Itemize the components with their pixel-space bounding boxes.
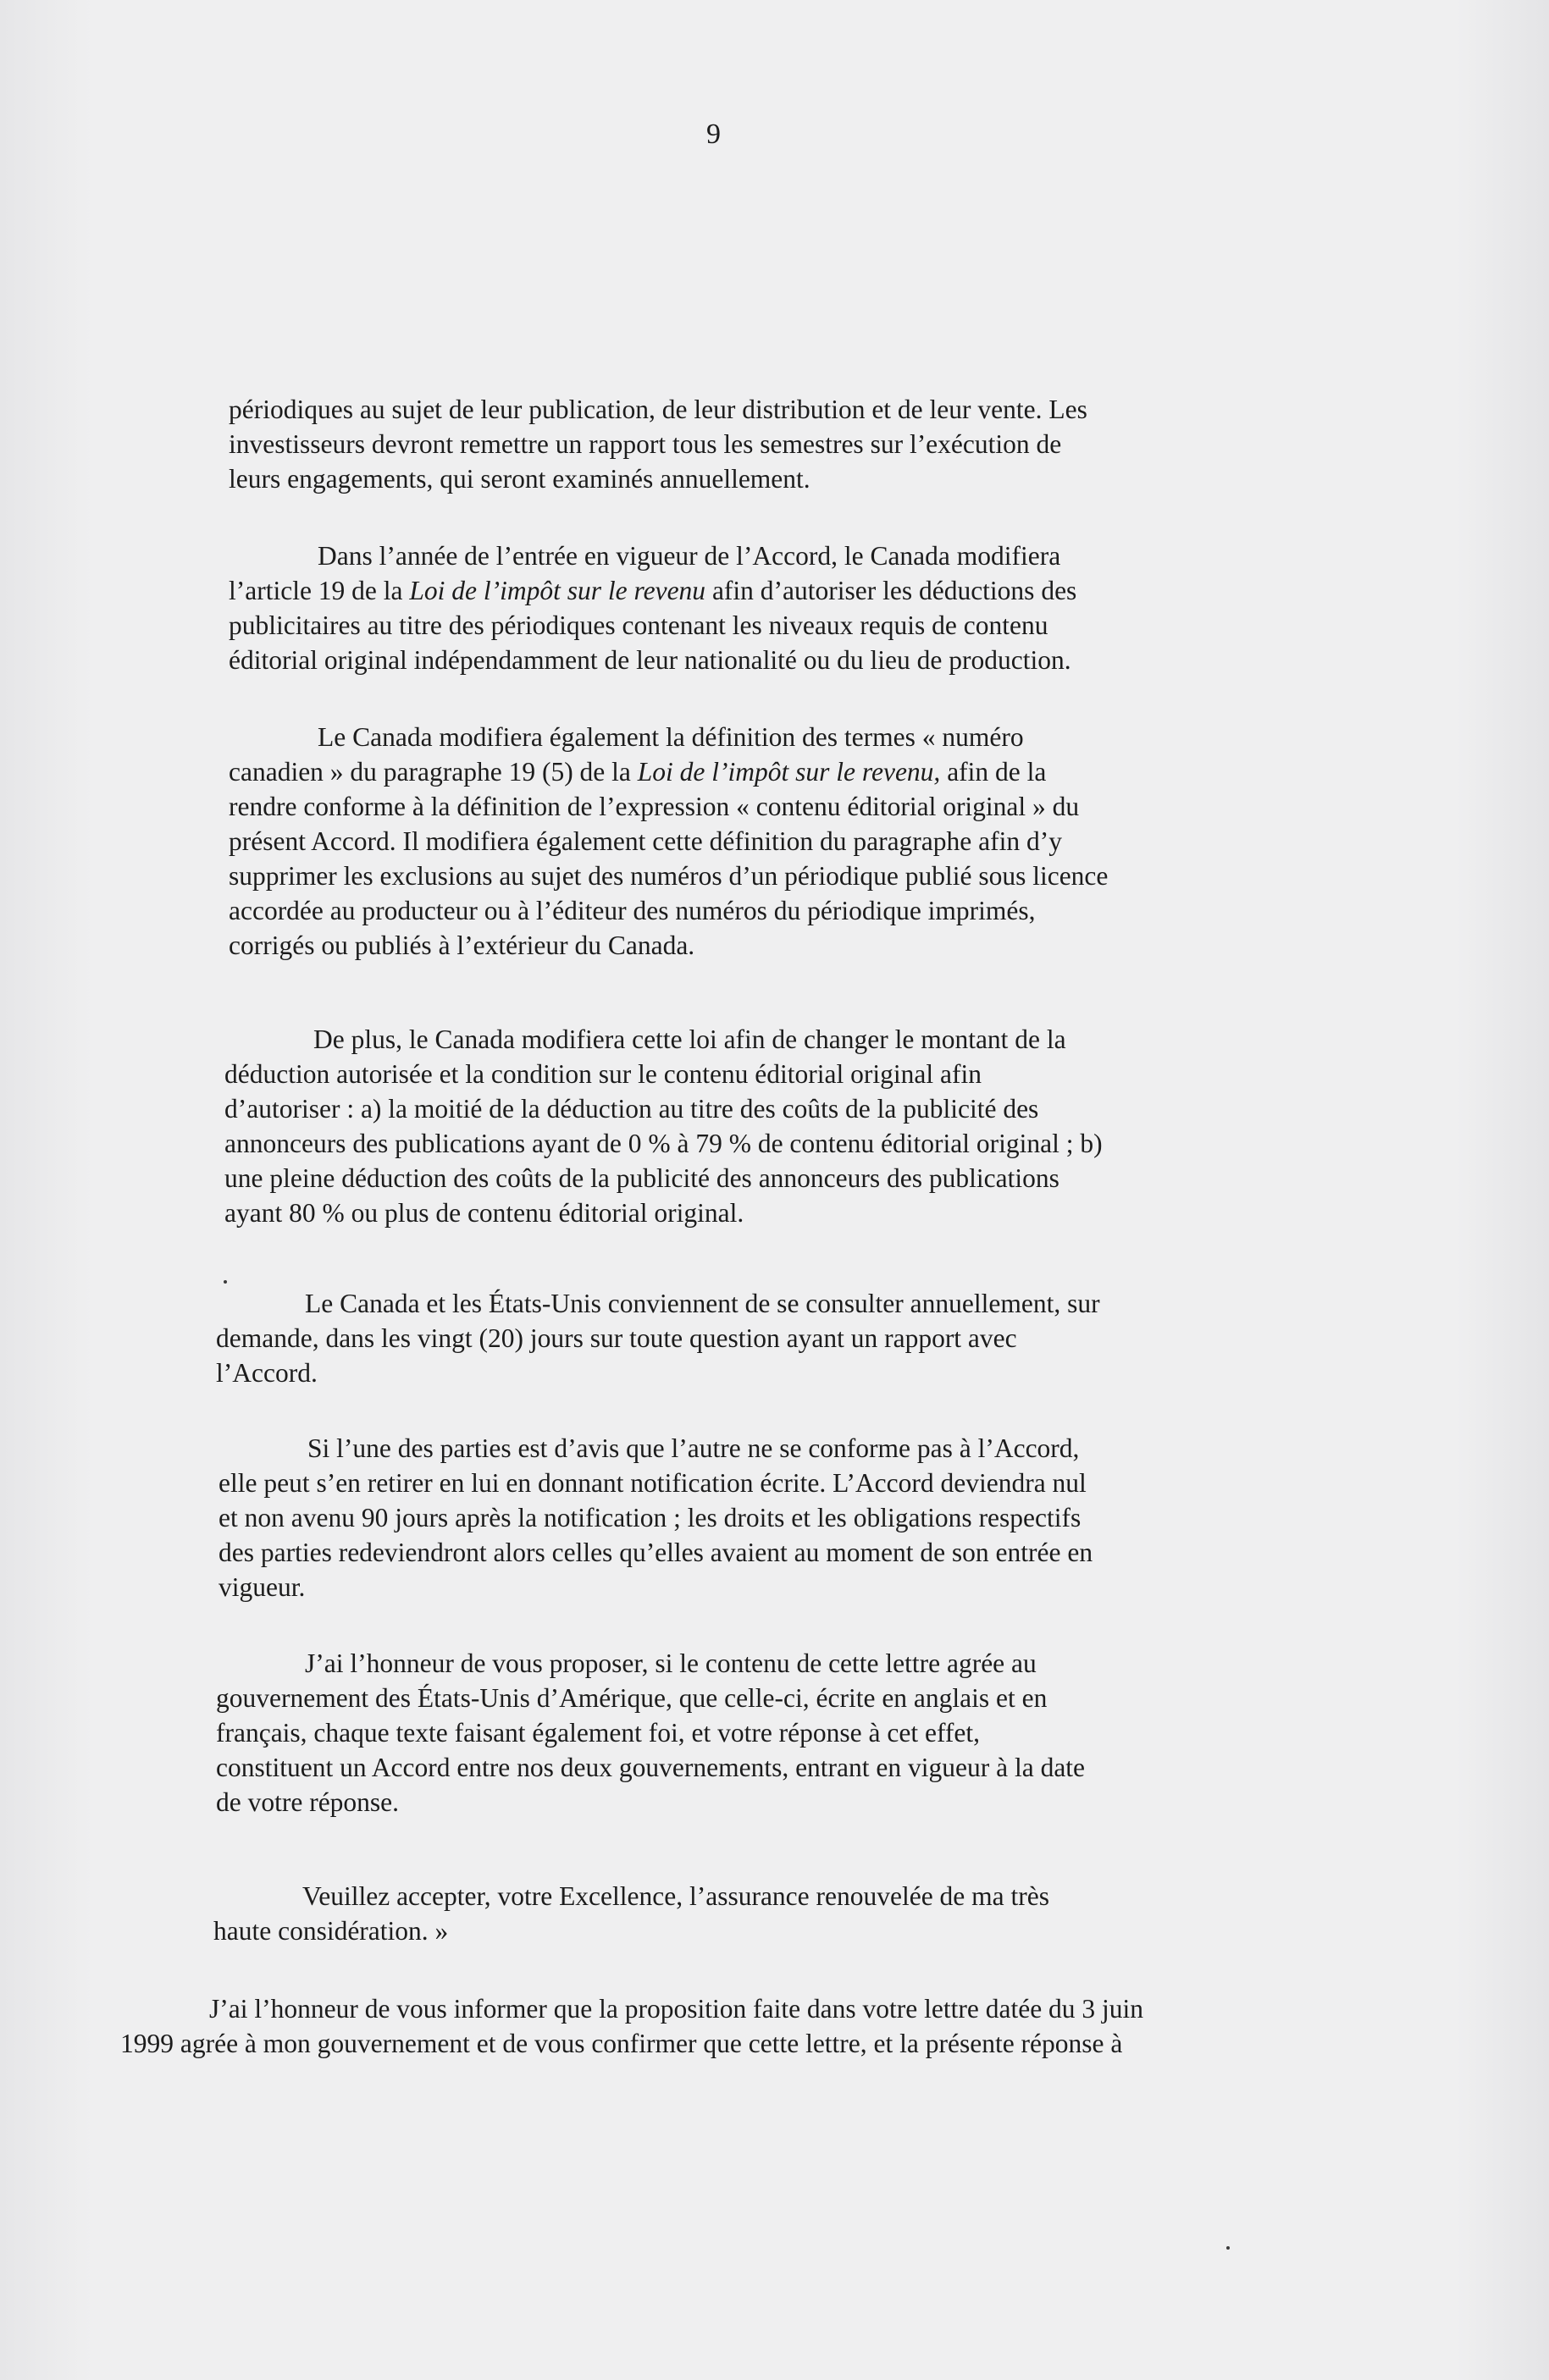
text-line: 1999 agrée à mon gouvernement et de vous confirmer que cette lettre, et la présente réponse à — [120, 2029, 1123, 2058]
scan-speck — [1226, 2246, 1230, 2250]
text-line: leurs engagements, qui seront examinés annuellement. — [229, 464, 810, 494]
text-line: corrigés ou publiés à l’extérieur du Canada. — [229, 930, 695, 960]
text-line: l’Accord. — [216, 1358, 318, 1388]
paragraph-6 — [219, 1431, 1093, 1604]
text-line: éditorial original indépendamment de leur nationalité ou du lieu de production. — [229, 645, 1071, 675]
text-line: J’ai l’honneur de vous proposer, si le contenu de cette lettre agrée au — [305, 1648, 1037, 1678]
text-line: investisseurs devront remettre un rapport tous les semestres sur l’exécution de — [229, 429, 1062, 459]
text-line: De plus, le Canada modifiera cette loi afin de changer le montant de la — [313, 1024, 1066, 1054]
text-run: afin de la — [940, 757, 1047, 787]
text-line: et non avenu 90 jours après la notification ; les droits et les obligations respectifs — [219, 1503, 1082, 1532]
text-line: présent Accord. Il modifiera également cette définition du paragraphe afin d’y — [229, 826, 1062, 856]
text-line: Le Canada et les États-Unis conviennent de se consulter annuellement, sur — [305, 1289, 1100, 1318]
text-line: J’ai l’honneur de vous informer que la proposition faite dans votre lettre datée du 3 juin — [209, 1994, 1144, 2024]
text-line: Veuillez accepter, votre Excellence, l’assurance renouvelée de ma très — [302, 1881, 1049, 1911]
text-line: accordée au producteur ou à l’éditeur des numéros du périodique imprimés, — [229, 896, 1036, 925]
text-run: canadien » du paragraphe 19 (5) de la — [229, 757, 638, 787]
paragraph-2 — [229, 538, 1076, 677]
text-line: elle peut s’en retirer en lui en donnant notification écrite. L’Accord deviendra nul — [219, 1468, 1087, 1498]
paragraph-7 — [216, 1646, 1085, 1820]
text-line: demande, dans les vingt (20) jours sur toute question ayant un rapport avec — [216, 1323, 1017, 1353]
text-line: gouvernement des États-Unis d’Amérique, que celle-ci, écrite en anglais et en — [216, 1683, 1048, 1713]
text-line: des parties redeviendront alors celles qu’elles avaient au moment de son entrée en — [219, 1538, 1093, 1567]
text-line: périodiques au sujet de leur publication, de leur distribution et de leur vente. Les — [229, 395, 1087, 424]
text-line: haute considération. » — [213, 1916, 449, 1946]
text-line: publicitaires au titre des périodiques contenant les niveaux requis de contenu — [229, 610, 1048, 640]
text-line: Dans l’année de l’entrée en vigueur de l’Accord, le Canada modifiera — [318, 541, 1061, 571]
text-line: français, chaque texte faisant également foi, et votre réponse à cet effet, — [216, 1718, 980, 1748]
paragraph-3 — [229, 720, 1108, 963]
page-number: 9 — [706, 119, 721, 150]
text-line: une pleine déduction des coûts de la publicité des annonceurs des publications — [224, 1163, 1059, 1193]
paragraph-9 — [120, 1991, 1143, 2061]
text-line: annonceurs des publications ayant de 0 % à 79 % de contenu éditorial original ; b) — [224, 1129, 1103, 1158]
law-title: Loi de l’impôt sur le revenu — [409, 576, 706, 605]
text-line: rendre conforme à la définition de l’expression « contenu éditorial original » du — [229, 792, 1080, 821]
text-line — [229, 754, 1108, 789]
law-title: Loi de l’impôt sur le revenu, — [637, 757, 941, 787]
text-line: supprimer les exclusions au sujet des numéros d’un périodique publié sous licence — [229, 861, 1109, 891]
text-line: Si l’une des parties est d’avis que l’autre ne se conforme pas à l’Accord, — [307, 1433, 1080, 1463]
text-run: afin d’autoriser les déductions des — [705, 576, 1077, 605]
text-line: vigueur. — [219, 1572, 306, 1602]
paragraph-4 — [224, 1022, 1103, 1230]
text-line: d’autoriser : a) la moitié de la déduction au titre des coûts de la publicité des — [224, 1094, 1039, 1124]
text-line — [229, 573, 1076, 608]
scan-speck — [224, 1280, 227, 1284]
text-run: l’article 19 de la — [229, 576, 410, 605]
text-line: ayant 80 % ou plus de contenu éditorial original. — [224, 1198, 744, 1228]
paragraph-5 — [216, 1286, 1100, 1390]
text-line: de votre réponse. — [216, 1787, 400, 1817]
text-line: constituent un Accord entre nos deux gouvernements, entrant en vigueur à la date — [216, 1753, 1086, 1782]
paragraph-8 — [213, 1879, 1049, 1948]
text-line: Le Canada modifiera également la définition des termes « numéro — [318, 722, 1024, 752]
paragraph-1 — [229, 392, 1087, 496]
text-line: déduction autorisée et la condition sur le contenu éditorial original afin — [224, 1059, 982, 1089]
